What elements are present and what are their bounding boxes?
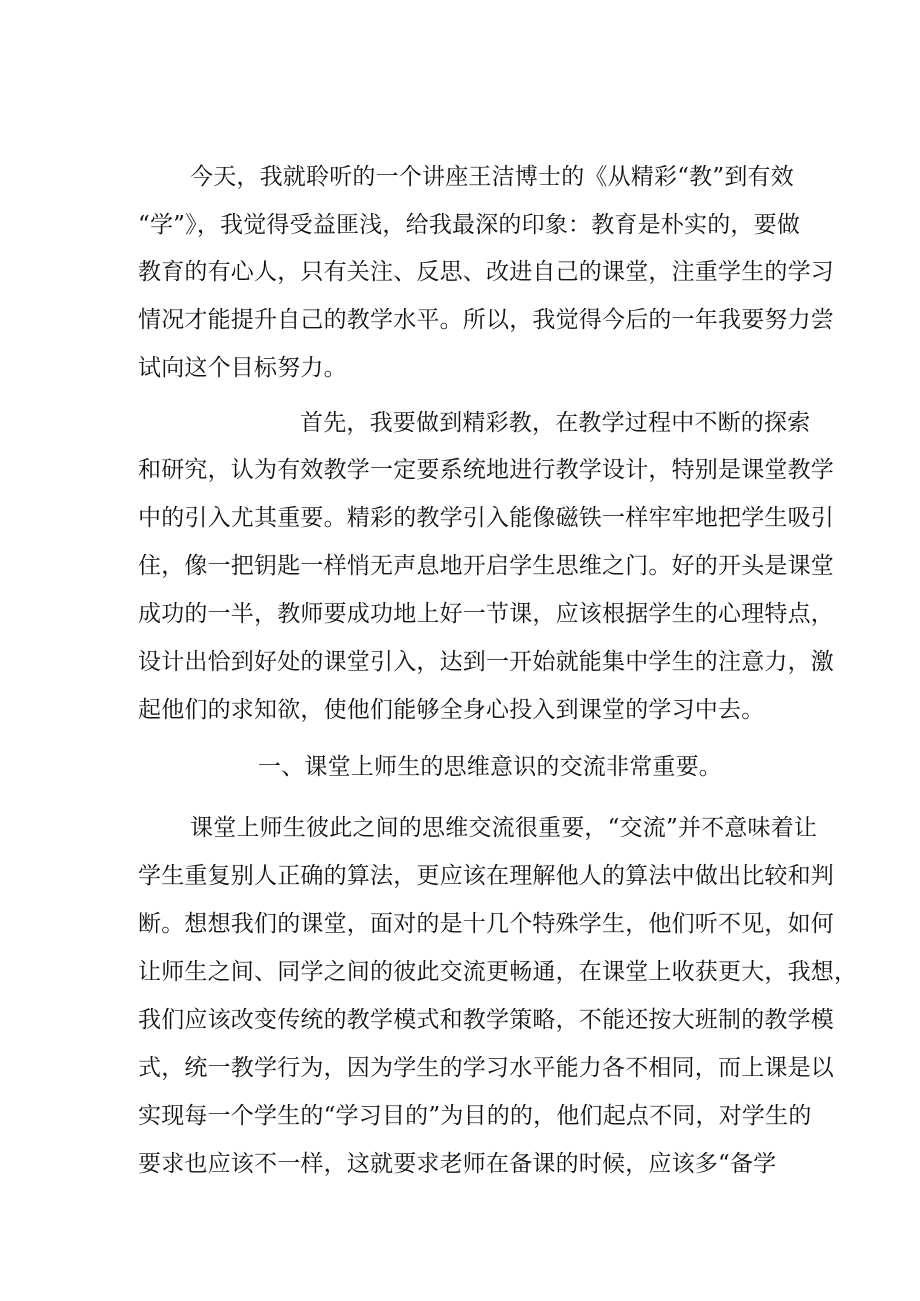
- paragraph-2-line-4: 住，像一把钥匙一样悄无声息地开启学生思维之门。好的开头是课堂: [138, 553, 834, 579]
- paragraph-2-line-7: 起他们的求知欲，使他们能够全身心投入到课堂的学习中去。: [138, 697, 765, 723]
- paragraph-2-line-1: 首先，我要做到精彩教，在教学过程中不断的探索: [300, 410, 811, 436]
- paragraph-3-line-5: 我们应该改变传统的教学模式和教学策略，不能还按大班制的教学模: [138, 1007, 834, 1033]
- paragraph-3-line-4: 让师生之间、同学之间的彼此交流更畅通，在课堂上收获更大，我想，: [138, 959, 858, 985]
- paragraph-1-line-4: 情况才能提升自己的教学水平。所以，我觉得今后的一年我要努力尝: [138, 307, 834, 333]
- paragraph-1-line-2: “学”》，我觉得受益匪浅，给我最深的印象：教育是朴实的，要做: [138, 212, 801, 238]
- paragraph-3-line-2: 学生重复别人正确的算法，更应该在理解他人的算法中做出比较和判: [138, 863, 834, 889]
- paragraph-2-line-2: 和研究，认为有效教学一定要系统地进行教学设计，特别是课堂教学: [138, 457, 834, 483]
- paragraph-3-line-3: 断。想想我们的课堂，面对的是十几个特殊学生，他们听不见，如何: [138, 911, 834, 937]
- paragraph-2-line-5: 成功的一半，教师要成功地上好一节课，应该根据学生的心理特点，: [138, 601, 834, 627]
- section-heading-1: 一、课堂上师生的思维意识的交流非常重要。: [258, 754, 722, 780]
- paragraph-3-line-8: 要求也应该不一样，这就要求老师在备课的时候，应该多“备学: [138, 1151, 777, 1177]
- paragraph-2-line-6: 设计出恰到好处的课堂引入，达到一开始就能集中学生的注意力，激: [138, 649, 834, 675]
- paragraph-1-line-5: 试向这个目标努力。: [138, 355, 347, 381]
- paragraph-1-line-1: 今天，我就聆听的一个讲座王洁博士的《从精彩“教”到有效: [190, 164, 794, 190]
- paragraph-3-line-1: 课堂上师生彼此之间的思维交流很重要，“交流”并不意味着让: [190, 815, 818, 841]
- paragraph-2-line-3: 中的引入尤其重要。精彩的教学引入能像磁铁一样牢牢地把学生吸引: [138, 505, 834, 531]
- paragraph-3-line-7: 实现每一个学生的“学习目的”为目的的，他们起点不同，对学生的: [138, 1103, 812, 1129]
- paragraph-3-line-6: 式，统一教学行为，因为学生的学习水平能力各不相同，而上课是以: [138, 1055, 834, 1081]
- paragraph-1-line-3: 教育的有心人，只有关注、反思、改进自己的课堂，注重学生的学习: [138, 259, 834, 285]
